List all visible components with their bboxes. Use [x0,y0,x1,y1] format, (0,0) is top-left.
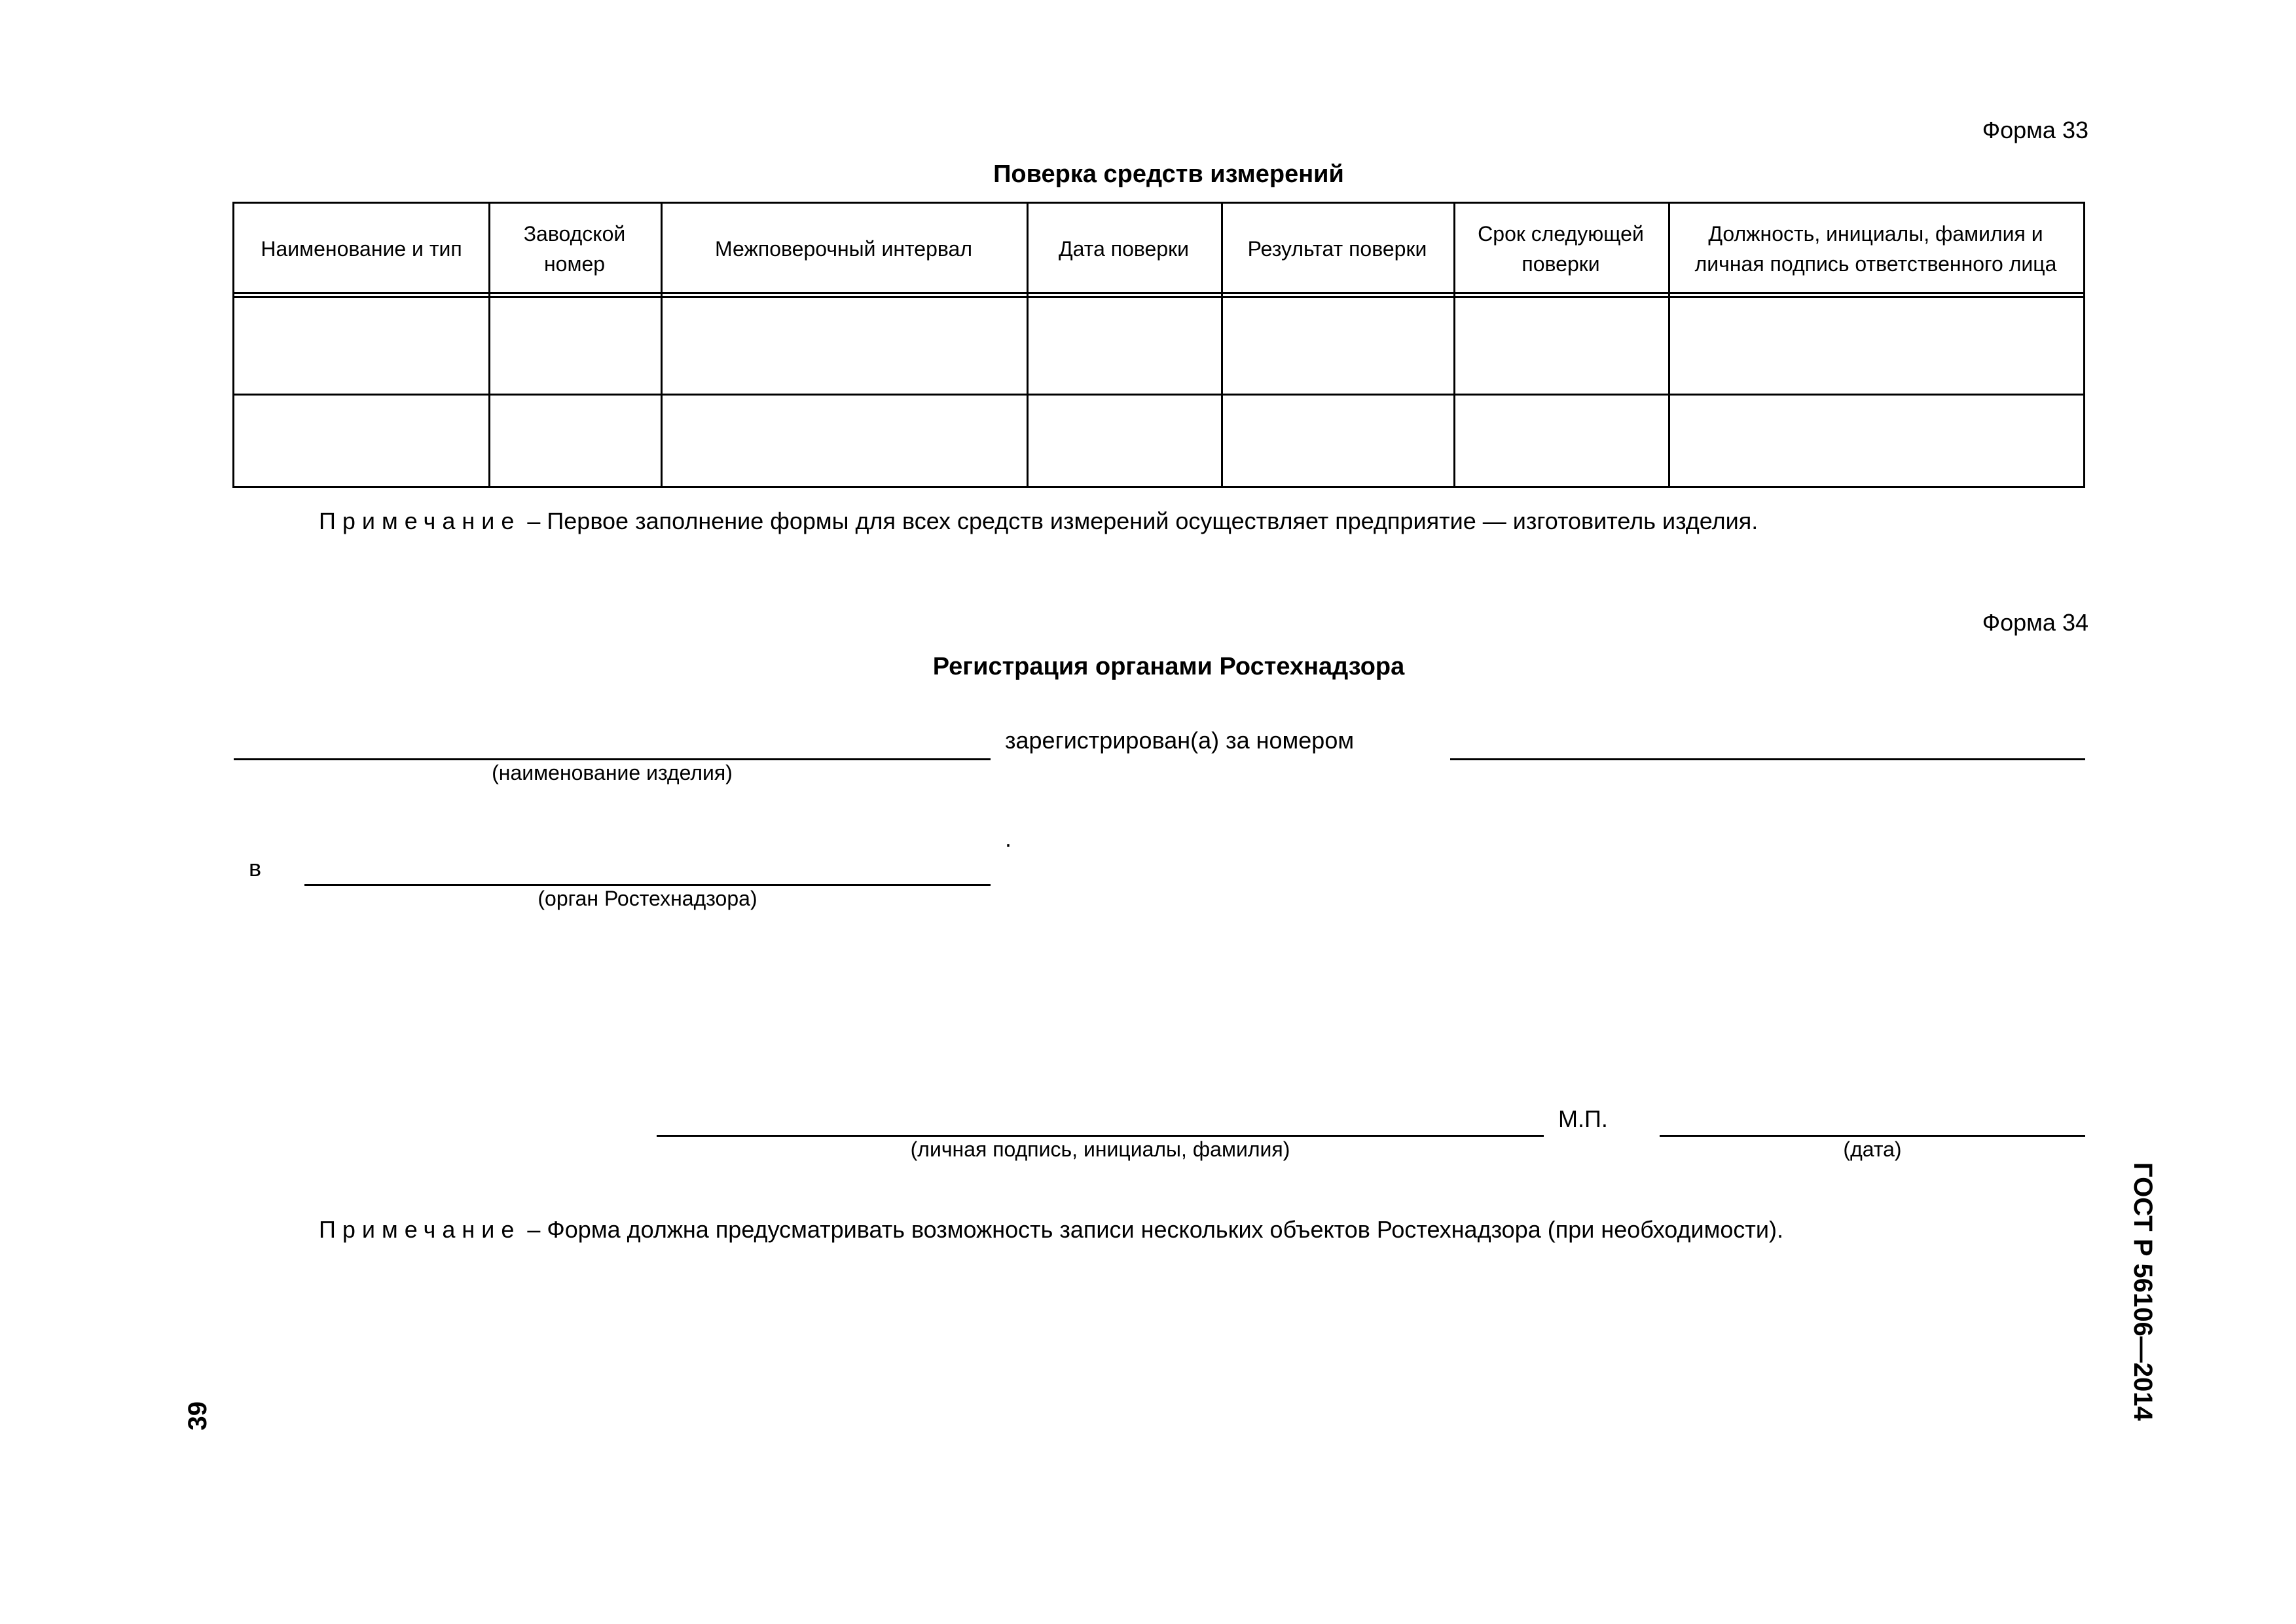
column-header-name-type: Наименование и тип [261,237,462,261]
signature-caption: (личная подпись, инициалы, фамилия) [910,1137,1290,1161]
header-rule-double [234,296,2083,298]
date-line [1660,1135,2085,1137]
form-33-title: Поверка средств измерений [993,160,1344,188]
registration-number-line [1450,758,2085,760]
date-caption: (дата) [1843,1137,1902,1161]
form-33-number: Форма 33 [1982,117,2088,143]
form-34-number: Форма 34 [1982,609,2088,636]
page-number: 39 [183,1401,212,1431]
column-header-serial-number: Заводской номер [523,222,626,276]
form-34-note [319,1216,1783,1244]
prefix-in: в [249,855,262,881]
form-34-title: Регистрация органами Ростехнадзора [932,653,1405,680]
column-header-date: Дата поверки [1059,237,1189,261]
note-text: – Первое заполнение формы для всех средств измерений осуществляет предприятие — изготовитель изделия. [520,507,1758,534]
table-row [234,396,2083,486]
authority-caption: (орган Ростехнадзора) [538,887,757,910]
signature-line [657,1135,1544,1137]
column-header-next-date: Срок следующей поверки [1478,222,1644,276]
verification-table [232,202,2085,488]
note-label: Примечание [319,507,521,534]
column-header-responsible: Должность, инициалы, фамилия и личная подпись ответственного лица [1694,222,2057,276]
column-header-interval: Межповерочный интервал [715,237,972,261]
authority-line [304,884,991,886]
product-name-line [234,758,991,760]
standard-designation: ГОСТ Р 56106—2014 [2128,1162,2157,1421]
stamp-label: М.П. [1558,1105,1608,1132]
table-row [234,299,2083,394]
note-label: Примечание [319,1216,521,1243]
form-33-note [319,507,1758,535]
sentence-dot: . [1005,825,1012,852]
column-header-result: Результат поверки [1247,237,1427,261]
product-name-caption: (наименование изделия) [492,761,733,784]
note-text: – Форма должна предусматривать возможность записи нескольких объектов Ростехнадзора (при необходимости). [520,1216,1784,1243]
registered-label: зарегистрирован(а) за номером [1005,727,1355,754]
